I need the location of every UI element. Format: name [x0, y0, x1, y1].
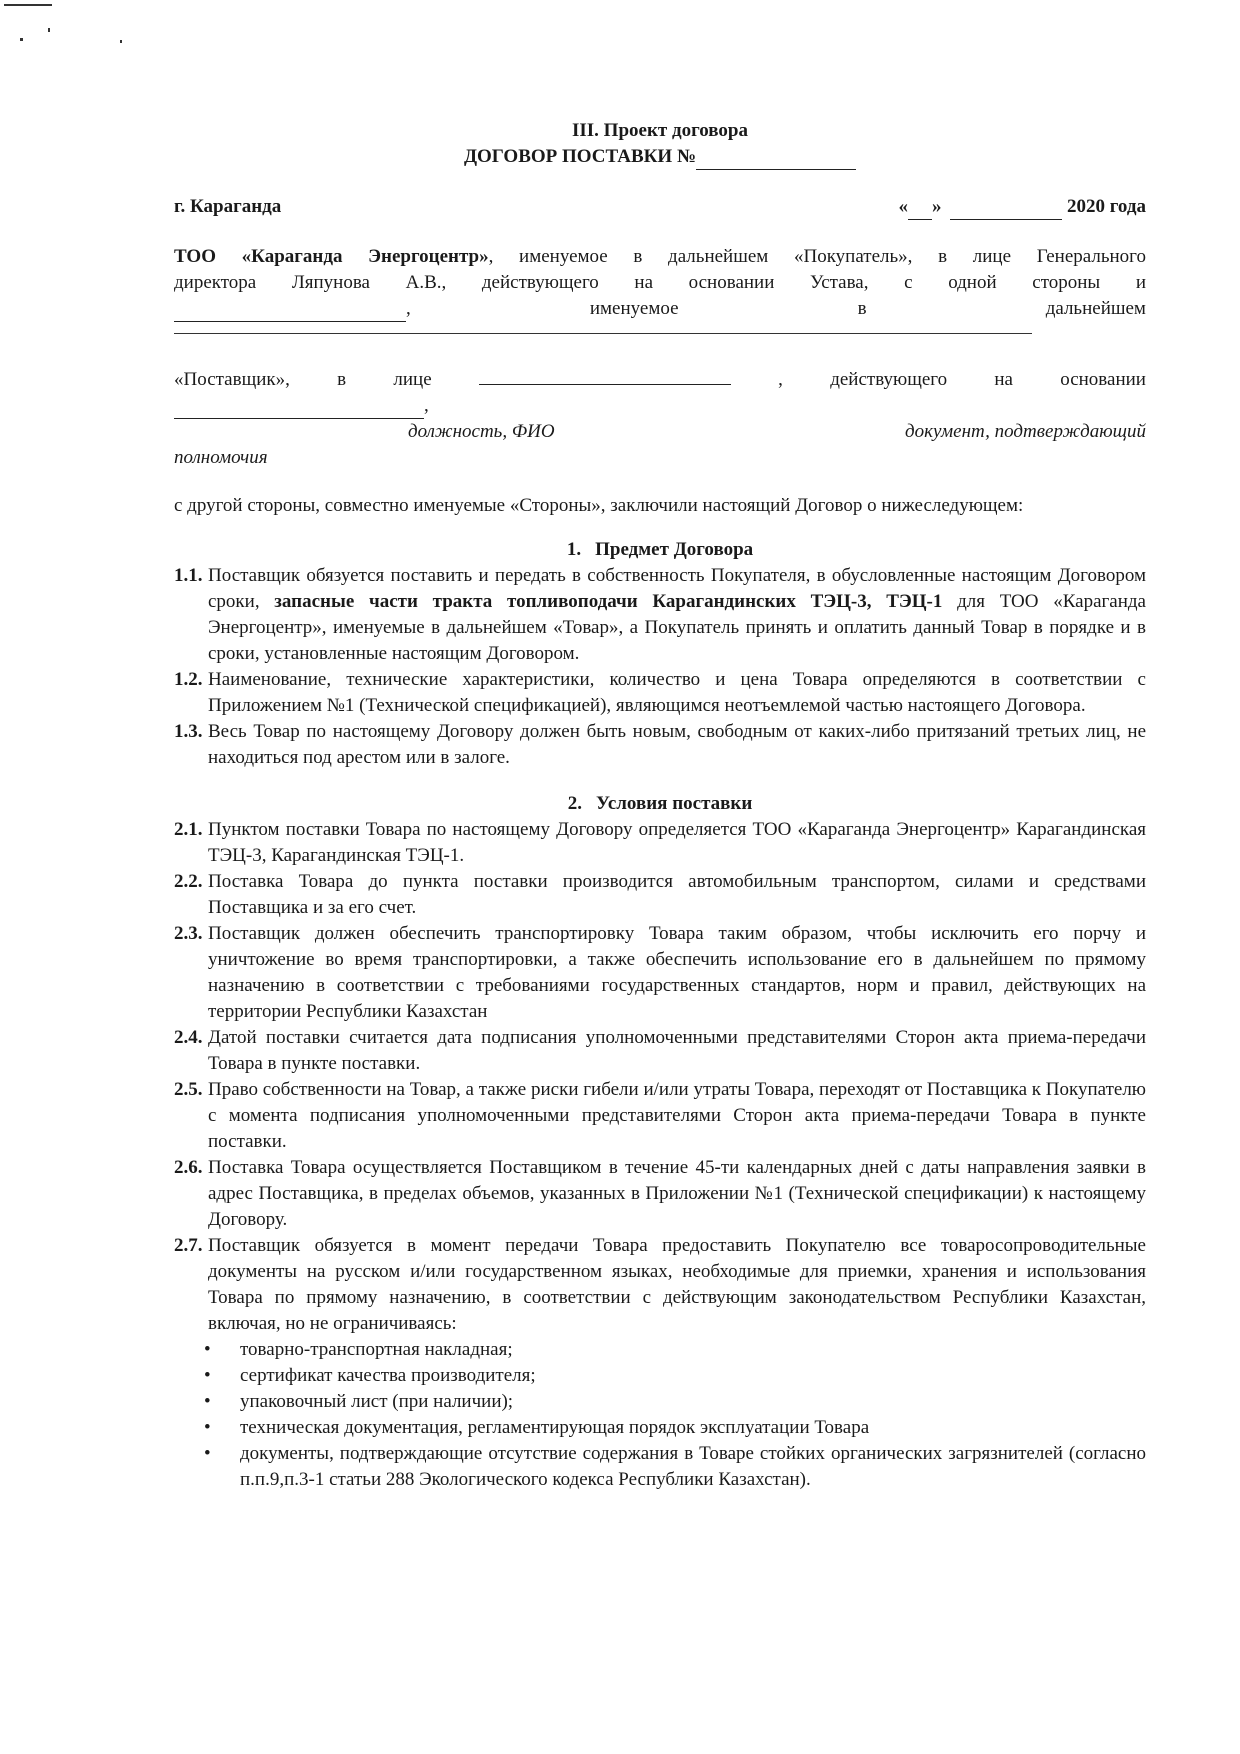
bullet-item: [204, 1415, 1146, 1441]
bullet-item: [204, 1363, 1146, 1389]
section-title: III. Проект договора: [572, 120, 748, 141]
word-v: в: [337, 369, 347, 390]
field-hints: [174, 419, 1146, 445]
hint-document: документ, подтверждающий: [905, 421, 1146, 442]
document-blank-line: [174, 393, 1146, 419]
basis-comma: ,: [424, 395, 429, 416]
clause-text: Поставка Товара осуществляется Поставщиком в течение 45-ти календарных дней с даты направления заявки в адрес Поставщика, в пределах объемов, указанных в Приложении №1 (Технической спецификации) к настоящему Договору.: [208, 1157, 1146, 1230]
word-basis: основании: [1060, 369, 1146, 390]
clause-2-5: [174, 1077, 1146, 1155]
bullet-text: упаковочный лист (при наличии);: [240, 1391, 514, 1412]
intro-line-3: [174, 296, 1146, 322]
word-face: лице: [393, 369, 432, 390]
section-1-number: 1.: [566, 539, 582, 560]
clause-text: Весь Товар по настоящему Договору должен быть новым, свободным от каких-либо притязаний третьих лиц, не находиться под арестом или в залоге.: [208, 721, 1146, 768]
supplier-comma: ,: [778, 369, 783, 390]
date-quote-close: »: [932, 196, 942, 217]
intro-line-1-text: , именуемое в дальнейшем «Покупатель», в лице Генерального: [488, 246, 1147, 267]
bullet-icon: •: [204, 1417, 211, 1438]
contract-body: [174, 118, 1146, 1493]
supplier-name-blank: [174, 301, 406, 322]
bullet-icon: •: [204, 1391, 211, 1412]
year: 2020 года: [1067, 196, 1146, 217]
clause-text: Пунктом поставки Товара по настоящему Договору определяется ТОО «Караганда Энергоцентр» Карагандинская ТЭЦ-3, Карагандинская ТЭЦ-1.: [208, 819, 1146, 866]
bullet-icon: •: [204, 1443, 211, 1464]
bullet-text: товарно-транспортная накладная;: [240, 1339, 513, 1360]
supplier-name-field: [174, 296, 411, 322]
bullet-icon: •: [204, 1339, 211, 1360]
word-acting: действующего: [830, 369, 948, 390]
clause-number: 2.7.: [174, 1235, 203, 1256]
intro-line-1: [174, 244, 1146, 270]
clause-text-part: для ТОО «Караганда Энергоцентр», именуемые в дальнейшем «Товар», а Покупатель принять и оплатить данный Товар в порядке и в сроки, установленные настоящим Договором.: [208, 591, 1146, 664]
contract-title-text: ДОГОВОР ПОСТАВКИ №: [463, 146, 697, 167]
clause-text: Поставка Товара до пункта поставки производится автомобильным транспортом, силами и средствами Поставщика и за его счет.: [208, 871, 1146, 918]
supplier-line: [174, 364, 1146, 393]
clause-number: 2.4.: [174, 1027, 203, 1048]
supplier-word: «Поставщик»,: [174, 369, 290, 390]
intro-closing: с другой стороны, совместно именуемые «Стороны», заключили настоящий Договор о нижеследующем:: [174, 495, 1024, 516]
bullet-item: [204, 1441, 1146, 1493]
clause-1-1: [174, 563, 1146, 667]
clause-text: Датой поставки считается дата подписания уполномоченными представителями Сторон акта приема-передачи Товара в пункте поставки.: [208, 1027, 1146, 1074]
date: [899, 194, 1146, 220]
scan-artifact: [120, 40, 122, 43]
contract-number-blank: [696, 149, 856, 170]
word-on: на: [994, 369, 1013, 390]
clause-text: Поставщик должен обеспечить транспортировку Товара таким образом, чтобы исключить его порчу и уничтожение во время транспортировки, а также обеспечить использование его в дальнейшем по прямому назначению в соответствии с требованиями государственных стандартов, норм и правил, действующих на территории Республики Казахстан: [208, 923, 1146, 1022]
clause-number: 2.2.: [174, 871, 203, 892]
clause-1-2: [174, 667, 1146, 719]
intro-paragraph: [174, 244, 1146, 519]
clause-2-3: [174, 921, 1146, 1025]
city: г. Караганда: [174, 196, 282, 217]
month-blank: [950, 199, 1062, 220]
bullet-item: [204, 1389, 1146, 1415]
clause-text: [208, 563, 1146, 667]
clause-text: Поставщик обязуется в момент передачи Товара предоставить Покупателю все товаросопроводительные документы на русском и/или государственном языках, необходимые для приемки, хранения и использования Товара по прямому назначению, в соответствии с действующим законодательством Республики Казахстан, включая, но не ограничиваясь:: [208, 1235, 1146, 1334]
word-named: именуемое: [589, 298, 679, 319]
clause-number: 2.6.: [174, 1157, 203, 1178]
supplier-name-comma: ,: [406, 298, 411, 319]
contract-title: [174, 144, 1146, 170]
clause-2-4: [174, 1025, 1146, 1077]
buyer-name: ТОО «Караганда Энергоцентр»: [174, 246, 489, 267]
hint-position: должность, ФИО: [408, 421, 555, 442]
bullet-text: сертификат качества производителя;: [240, 1365, 536, 1386]
clause-text-part: Поставщик обязуется поставить и передать в собственность Покупателя, в обусловленные настоящим Договором сроки,: [208, 565, 1146, 612]
clause-number: 1.3.: [174, 721, 203, 742]
section-2-title: Условия поставки: [595, 793, 753, 814]
date-quote-open: «: [898, 196, 909, 217]
clause-number: 2.5.: [174, 1079, 203, 1100]
basis-document-blank: [174, 398, 424, 419]
clause-2-2: [174, 869, 1146, 921]
section-1-title: Предмет Договора: [595, 539, 754, 560]
clause-number: 1.1.: [174, 565, 203, 586]
clause-number: 2.1.: [174, 819, 203, 840]
hint-powers: полномочия: [174, 447, 268, 468]
scan-artifact: [48, 28, 50, 32]
bullet-icon: •: [204, 1365, 211, 1386]
clause-2-7: [174, 1233, 1146, 1337]
full-width-blank-line: [174, 332, 1032, 334]
scan-artifact: [4, 4, 52, 6]
clause-text: Наименование, технические характеристики, количество и цена Товара определяются в соответствии с Приложением №1 (Технической спецификацией), являющимся неотъемлемой частью настоящего Договора.: [208, 669, 1146, 716]
intro-line-2: директора Ляпунова А.В., действующего на основании Устава, с одной стороны и: [174, 272, 1146, 293]
section-1-heading: [174, 537, 1146, 563]
document-bullet-list: [174, 1337, 1146, 1493]
clause-number: 1.2.: [174, 669, 203, 690]
section-2-number: 2.: [567, 793, 582, 814]
clause-number: 2.3.: [174, 923, 203, 944]
section-2-heading: [174, 791, 1146, 817]
scan-artifact: [20, 38, 23, 41]
clause-text: Право собственности на Товар, а также риски гибели и/или утраты Товара, переходят от Поставщика к Покупателю с момента подписания уполномоченными представителями Сторон акта приема-передачи Товара в пункте поставки.: [208, 1079, 1146, 1152]
clause-2-1: [174, 817, 1146, 869]
place-date-row: [174, 194, 1146, 220]
word-further: дальнейшем: [1045, 298, 1146, 319]
word-in: в: [857, 298, 867, 319]
clause-text-bold: запасные части тракта топливоподачи Карагандинских ТЭЦ-3, ТЭЦ-1: [274, 591, 943, 612]
bullet-text: техническая документация, регламентирующая порядок эксплуатации Товара: [240, 1417, 870, 1438]
clause-1-3: [174, 719, 1146, 771]
day-blank: [908, 199, 932, 220]
bullet-item: [204, 1337, 1146, 1363]
position-name-blank: [479, 364, 731, 385]
bullet-text: документы, подтверждающие отсутствие содержания в Товаре стойких органических загрязнителей (согласно п.п.9,п.3-1 статьи 288 Экологического кодекса Республики Казахстан).: [240, 1443, 1146, 1490]
clause-2-6: [174, 1155, 1146, 1233]
